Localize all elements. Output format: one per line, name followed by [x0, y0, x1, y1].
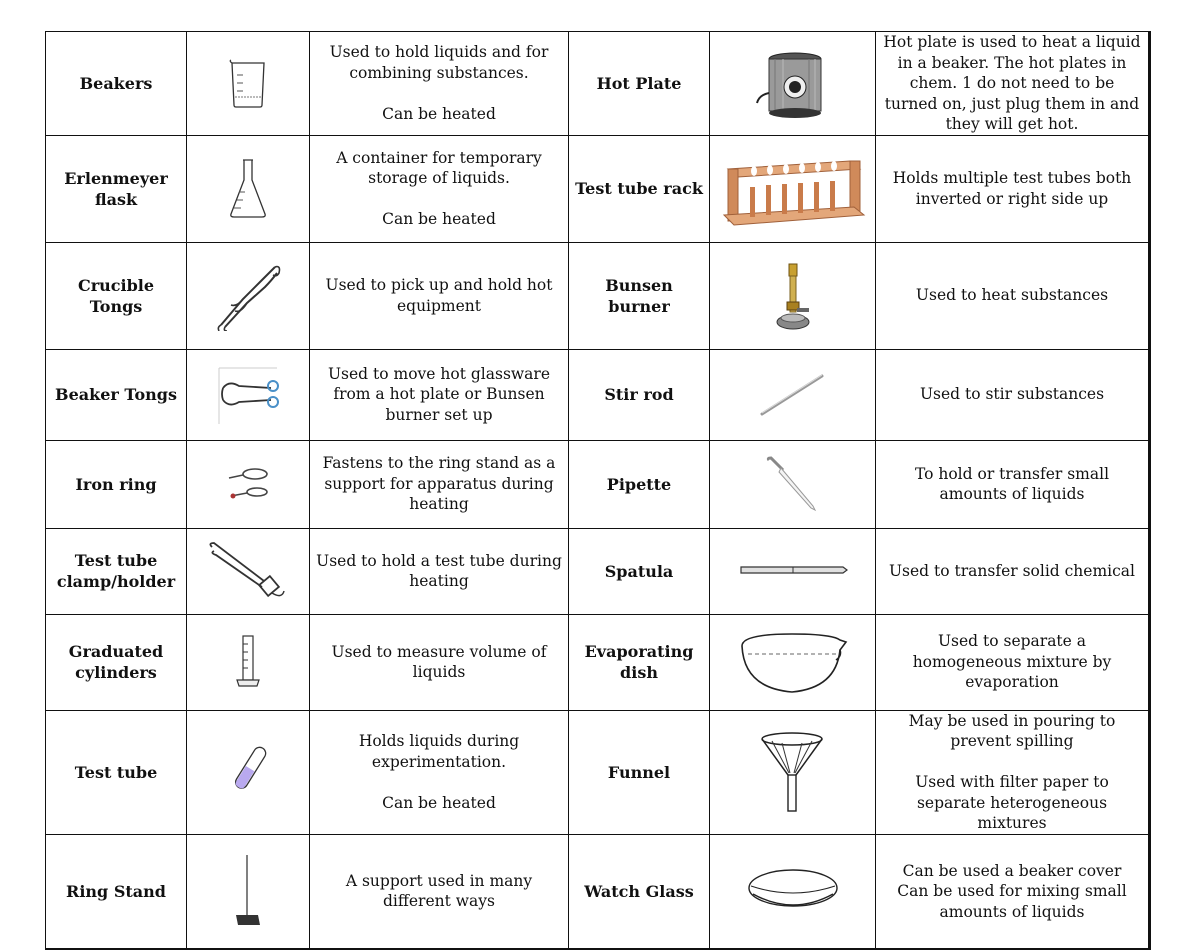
equipment-description: Used to separate a homogeneous mixture by evaporation	[912, 632, 1112, 692]
lab-equipment-table	[45, 31, 1151, 950]
table-row	[46, 349, 1150, 440]
watch-glass-icon	[710, 834, 876, 949]
equipment-name: Beakers	[46, 32, 187, 136]
equipment-description: May be used in pouring to prevent spilling Used with filter paper to separate heterogeneous mixtures	[908, 711, 1116, 832]
table-row	[46, 614, 1150, 710]
equipment-description: To hold or transfer small amounts of liquids	[914, 464, 1110, 503]
table-row	[46, 528, 1150, 614]
equipment-description: Used to move hot glassware from a hot plate or Bunsen burner set up	[327, 364, 550, 424]
equipment-name: Watch Glass	[569, 834, 710, 949]
iron-ring-icon	[187, 440, 310, 528]
graduated-cylinder-icon	[187, 614, 310, 710]
equipment-name: Hot Plate	[569, 32, 710, 136]
stir-rod-icon	[710, 349, 876, 440]
hot-plate-icon	[710, 32, 876, 136]
equipment-description: Used to heat substances	[915, 286, 1109, 305]
test-tube-clamp-icon	[187, 528, 310, 614]
spatula-icon	[710, 528, 876, 614]
test-tube-rack-icon	[710, 135, 876, 242]
equipment-name: Beaker Tongs	[46, 349, 187, 440]
equipment-name: Pipette	[569, 440, 710, 528]
equipment-name: Test tube rack	[569, 135, 710, 242]
test-tube-icon	[187, 710, 310, 834]
equipment-description: Used to stir substances	[919, 385, 1105, 404]
pipette-icon	[710, 440, 876, 528]
beaker-tongs-icon	[187, 349, 310, 440]
table-row	[46, 834, 1150, 949]
equipment-name: Ring Stand	[46, 834, 187, 949]
equipment-description: Can be used a beaker cover Can be used for mixing small amounts of liquids	[897, 861, 1127, 921]
crucible-tongs-icon	[187, 242, 310, 349]
bunsen-burner-icon	[710, 242, 876, 349]
table-row	[46, 135, 1150, 242]
table-row	[46, 242, 1150, 349]
equipment-description: A container for temporary storage of liquids. Can be heated	[336, 148, 542, 228]
equipment-description: Holds multiple test tubes both inverted or right side up	[892, 169, 1132, 208]
equipment-name: Funnel	[569, 710, 710, 834]
equipment-name: Test tube	[46, 710, 187, 834]
equipment-name: Iron ring	[46, 440, 187, 528]
equipment-description: Used to hold a test tube during heating	[316, 551, 562, 590]
equipment-description: Used to hold liquids and for combining substances. Can be heated	[329, 43, 549, 123]
equipment-name: Erlenmeyer flask	[46, 135, 187, 242]
table-row	[46, 440, 1150, 528]
equipment-name: Test tube clamp/holder	[46, 528, 187, 614]
table-row	[46, 710, 1150, 834]
equipment-name: Stir rod	[569, 349, 710, 440]
erlenmeyer-flask-icon	[187, 135, 310, 242]
equipment-name: Crucible Tongs	[46, 242, 187, 349]
equipment-name: Spatula	[569, 528, 710, 614]
equipment-description: Holds liquids during experimentation. Can be heated	[358, 732, 520, 812]
equipment-name: Graduated cylinders	[46, 614, 187, 710]
equipment-name: Bunsen burner	[569, 242, 710, 349]
equipment-description: A support used in many different ways	[345, 871, 533, 911]
ring-stand-icon	[187, 834, 310, 949]
equipment-description: Used to transfer solid chemical	[888, 561, 1135, 580]
evaporating-dish-icon	[710, 614, 876, 710]
equipment-description: Used to pick up and hold hot equipment	[325, 276, 553, 315]
equipment-description: Fastens to the ring stand as a support for apparatus during heating	[322, 454, 556, 514]
equipment-description: Hot plate is used to heat a liquid in a beaker. The hot plates in chem. 1 do not need to be turned on, just plug them in and they will get hot.	[883, 33, 1141, 133]
equipment-description: Used to measure volume of liquids	[331, 642, 547, 681]
funnel-icon	[710, 710, 876, 834]
table-row	[46, 32, 1150, 136]
beaker-icon	[187, 32, 310, 136]
equipment-name: Evaporating dish	[569, 614, 710, 710]
